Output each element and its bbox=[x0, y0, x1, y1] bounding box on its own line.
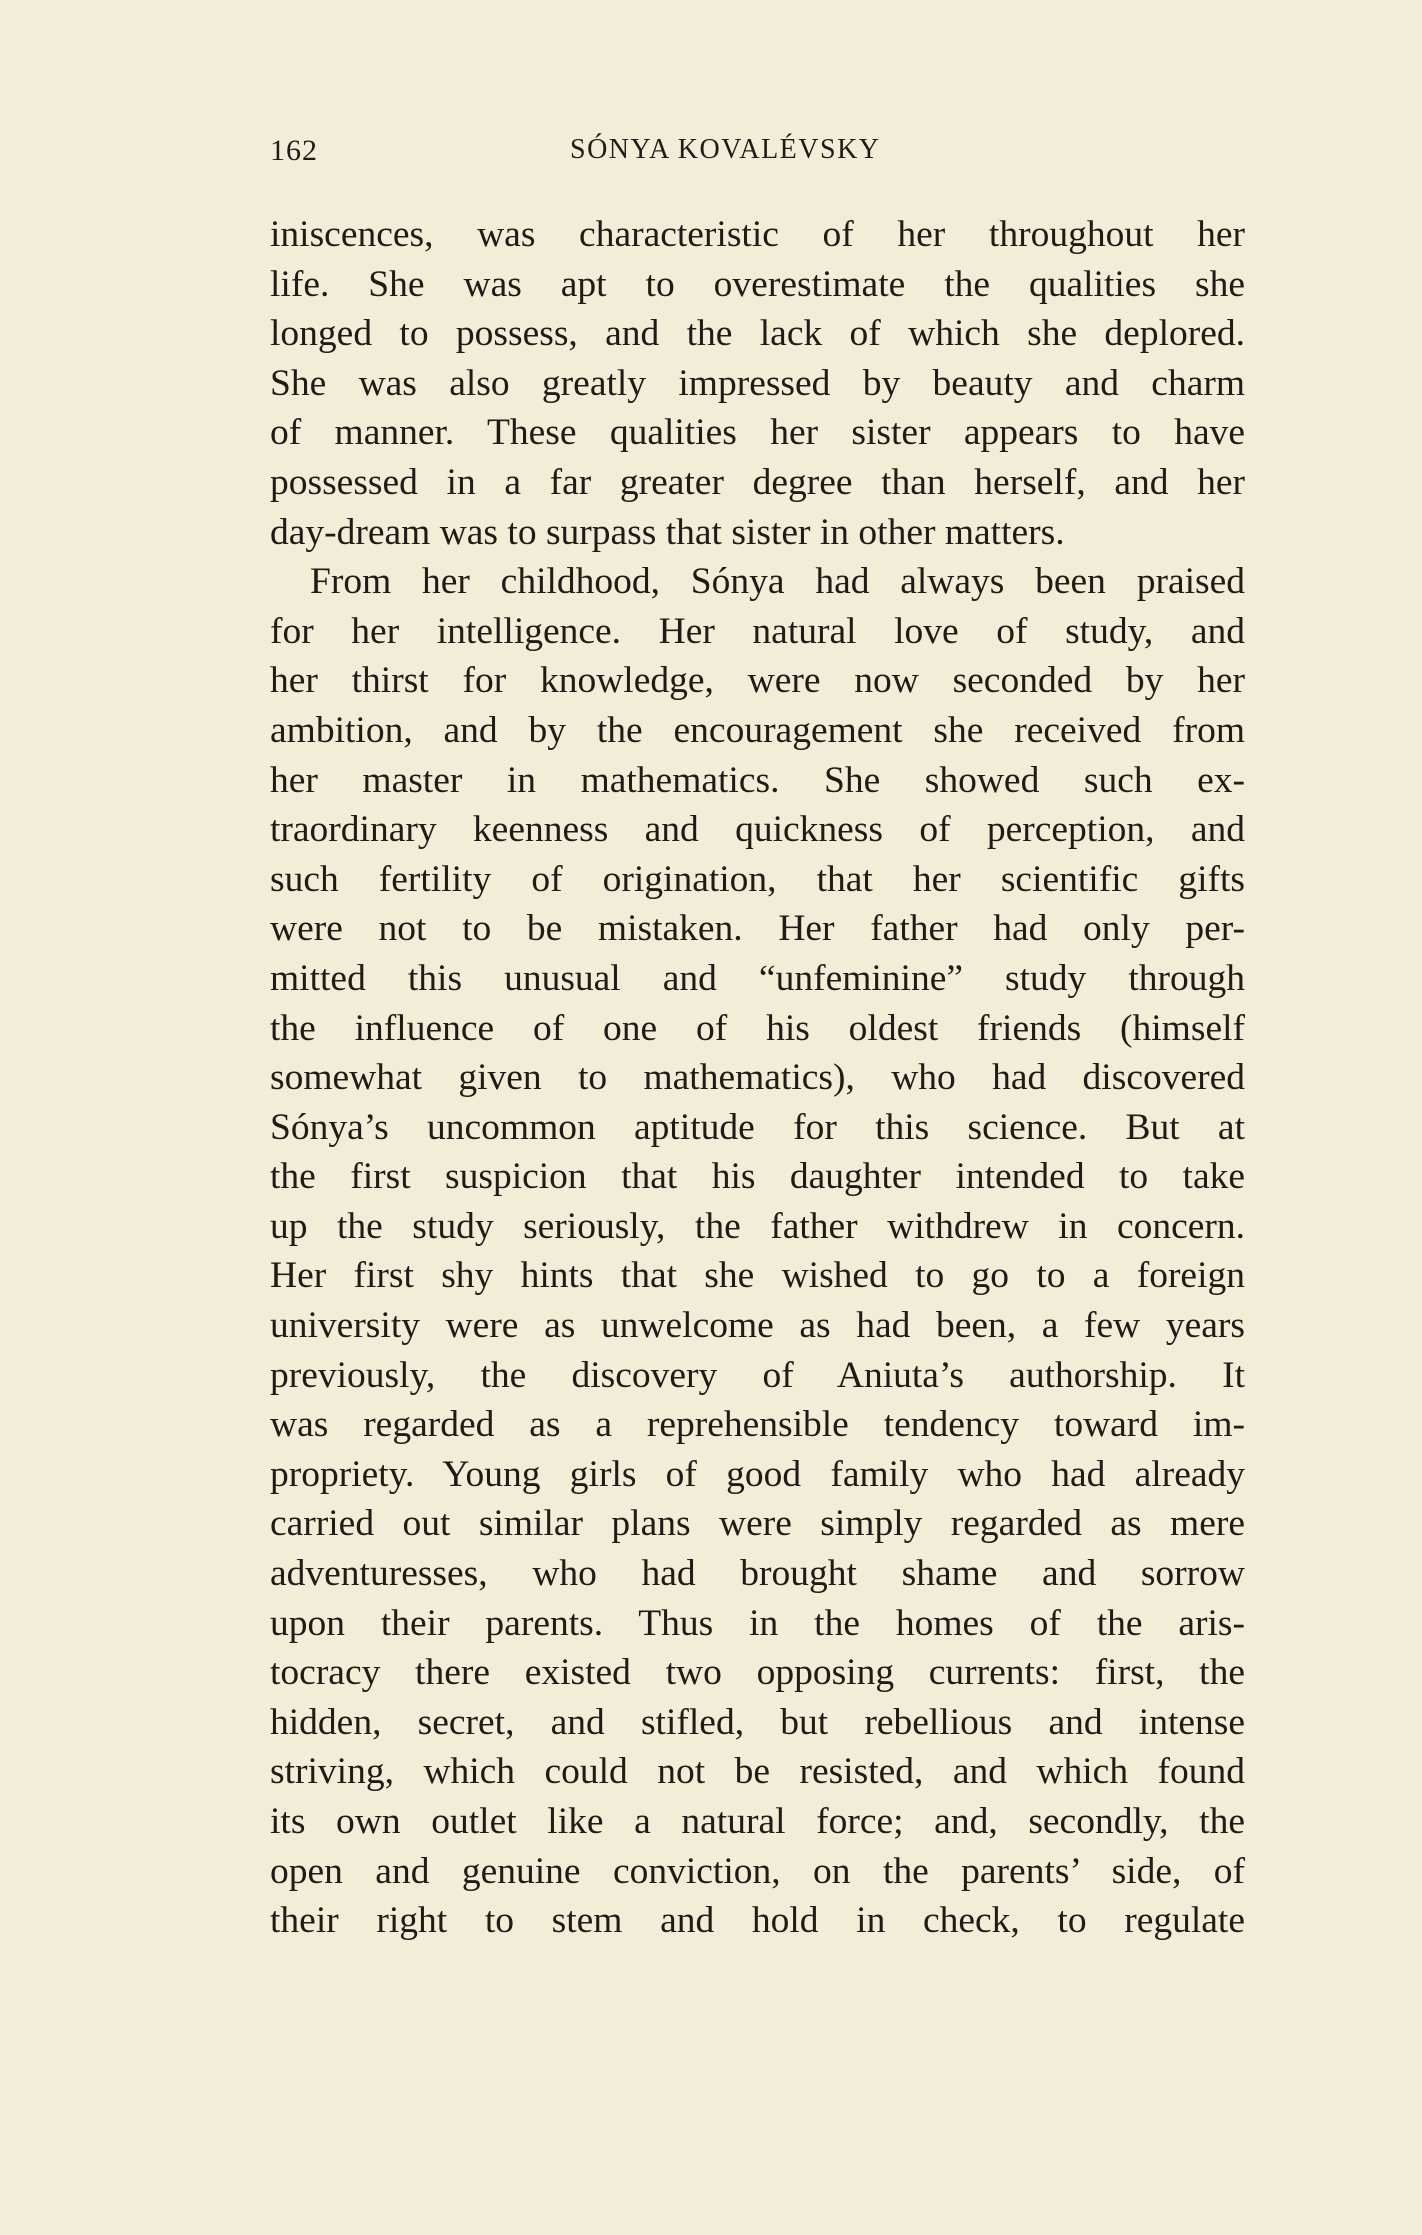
text-line: possessed in a far greater degree than herself, and her bbox=[270, 461, 1245, 503]
text-line: was regarded as a reprehensible tendency toward im- bbox=[270, 1404, 1245, 1446]
text-line: longed to possess, and the lack of which she deplored. bbox=[270, 313, 1245, 355]
text-line: somewhat given to mathematics), who had discovered bbox=[270, 1057, 1245, 1099]
text-line: such fertility of origination, that her scientific gifts bbox=[270, 858, 1245, 900]
page-number: 162 bbox=[270, 134, 318, 167]
text-line: for her intelligence. Her natural love of study, and bbox=[270, 610, 1245, 652]
text-line: were not to be mistaken. Her father had only per- bbox=[270, 908, 1245, 950]
text-line: the influence of one of his oldest friends (himself bbox=[270, 1007, 1245, 1049]
text-line: ambition, and by the encouragement she received from bbox=[270, 709, 1245, 751]
text-line: life. She was apt to overestimate the qualities she bbox=[270, 263, 1245, 305]
text-line: her master in mathematics. She showed such ex- bbox=[270, 759, 1245, 801]
text-line: her thirst for knowledge, were now seconded by her bbox=[270, 660, 1245, 702]
text-line: Sónya’s uncommon aptitude for this science. But at bbox=[270, 1106, 1245, 1148]
text-line: traordinary keenness and quickness of perception, and bbox=[270, 809, 1245, 851]
text-line: upon their parents. Thus in the homes of the aris- bbox=[270, 1602, 1245, 1644]
text-line: striving, which could not be resisted, and which found bbox=[270, 1751, 1245, 1793]
text-line: previously, the discovery of Aniuta’s authorship. It bbox=[270, 1354, 1245, 1396]
text-line: up the study seriously, the father withdrew in concern. bbox=[270, 1205, 1245, 1247]
body-text bbox=[270, 210, 1245, 1946]
text-line: the first suspicion that his daughter intended to take bbox=[270, 1156, 1245, 1198]
text-line: day-dream was to surpass that sister in other matters. bbox=[270, 511, 1065, 553]
text-line: iniscences, was characteristic of her throughout her bbox=[270, 214, 1245, 255]
text-line: its own outlet like a natural force; and, secondly, the bbox=[270, 1801, 1245, 1842]
page-header bbox=[270, 134, 1245, 174]
text-line: hidden, secret, and stifled, but rebellious and intense bbox=[270, 1701, 1245, 1743]
text-line: university were as unwelcome as had been, a few years bbox=[270, 1305, 1245, 1347]
text-line: tocracy there existed two opposing currents: first, the bbox=[270, 1652, 1245, 1694]
text-line: of manner. These qualities her sister appears to have bbox=[270, 412, 1245, 454]
text-line: Her first shy hints that she wished to go to a foreign bbox=[270, 1255, 1245, 1297]
paragraph-start-line: From her childhood, Sónya had always been praised bbox=[310, 561, 1245, 603]
text-line: She was also greatly impressed by beauty and charm bbox=[270, 362, 1245, 404]
text-line: carried out similar plans were simply regarded as mere bbox=[270, 1503, 1245, 1545]
running-title: SÓNYA KOVALÉVSKY bbox=[570, 134, 881, 165]
text-line: propriety. Young girls of good family who had already bbox=[270, 1453, 1245, 1495]
text-line: adventuresses, who had brought shame and sorrow bbox=[270, 1553, 1245, 1595]
text-line: open and genuine conviction, on the parents’ side, of bbox=[270, 1850, 1245, 1892]
text-line: their right to stem and hold in check, to regulate bbox=[270, 1900, 1245, 1942]
text-line: mitted this unusual and “unfeminine” study through bbox=[270, 957, 1245, 999]
